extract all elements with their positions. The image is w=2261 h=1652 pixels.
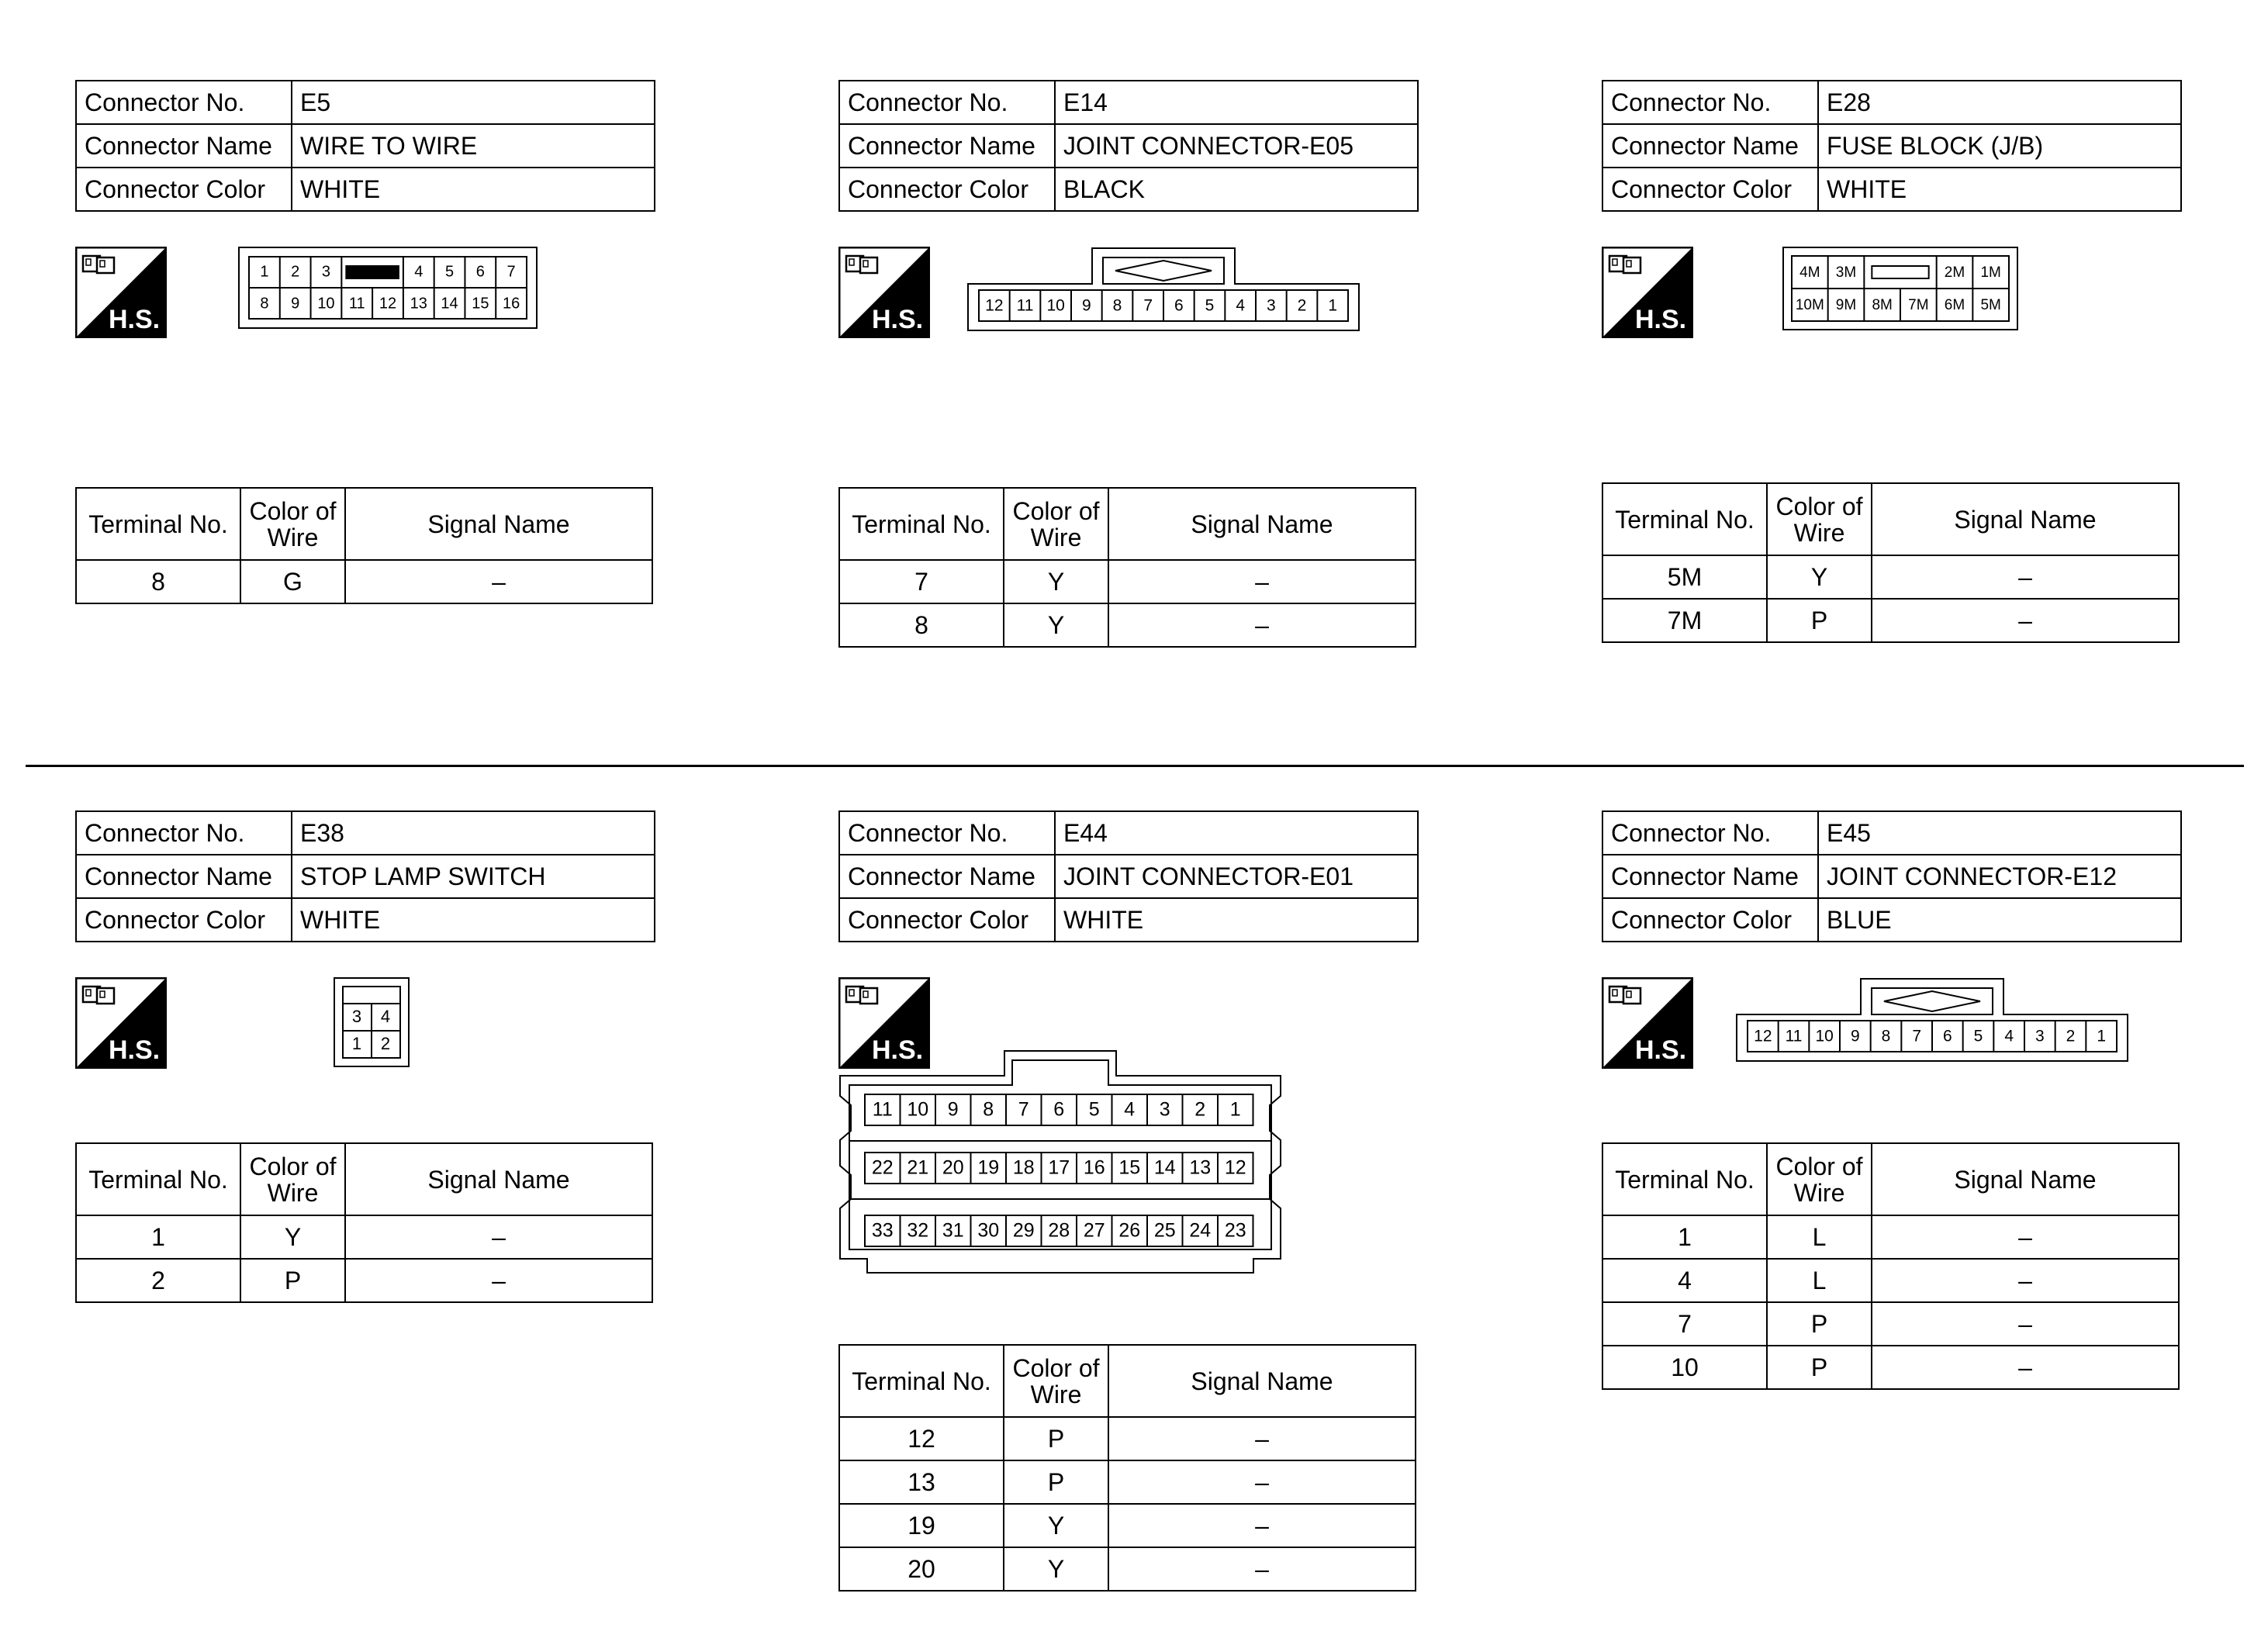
pin-label: 11 — [1016, 296, 1034, 315]
info-row-connector-name — [1602, 124, 2181, 168]
signal-name: – — [1872, 1215, 2179, 1259]
color-of-wire-header-line2: Wire — [267, 523, 319, 551]
connector-name-value: JOINT CONNECTOR-E12 — [1818, 855, 2181, 898]
color-of-wire-header — [1004, 488, 1108, 560]
table-row — [1602, 1346, 2179, 1389]
terminal-table — [1602, 1142, 2180, 1390]
pin-label: 9 — [947, 1098, 959, 1121]
color-of-wire-header-line2: Wire — [267, 1178, 319, 1207]
hs-badge-label: H.S. — [108, 1035, 161, 1065]
info-row-connector-number — [76, 811, 655, 855]
pin-label: 24 — [1189, 1219, 1212, 1242]
terminal-number: 7 — [839, 560, 1004, 603]
connector-name-value: WIRE TO WIRE — [292, 124, 655, 168]
info-row-connector-number — [839, 811, 1418, 855]
terminal-no-header: Terminal No. — [839, 488, 1004, 560]
connector-diagram — [1735, 977, 2129, 1066]
signal-name-header: Signal Name — [345, 488, 652, 560]
pin-label: 5 — [1973, 1027, 1983, 1045]
signal-name: – — [345, 1215, 652, 1259]
terminal-table — [75, 1142, 653, 1303]
connector-info-table — [1602, 80, 2182, 212]
connector-number-label: Connector No. — [76, 81, 292, 124]
connector-number-value: E44 — [1055, 811, 1418, 855]
terminal-number: 8 — [76, 560, 240, 603]
signal-name: – — [345, 560, 652, 603]
pin-label: 10 — [907, 1098, 929, 1121]
info-row-connector-color — [839, 898, 1418, 942]
color-of-wire-header — [240, 1143, 345, 1215]
wire-color: P — [1767, 1302, 1872, 1346]
color-of-wire-header-line2: Wire — [1793, 518, 1845, 547]
connector-number-value: E14 — [1055, 81, 1418, 124]
terminal-number: 1 — [76, 1215, 240, 1259]
hs-badge-label: H.S. — [871, 1035, 924, 1065]
pin-label: 15 — [1118, 1156, 1141, 1179]
pin-label: 20 — [942, 1156, 964, 1179]
section-divider — [26, 765, 2244, 767]
pin-label: 21 — [907, 1156, 929, 1179]
connector-block-e14 — [838, 80, 1428, 639]
terminal-no-header: Terminal No. — [839, 1345, 1004, 1417]
pin-label: 8 — [983, 1098, 994, 1121]
pin-label: 18 — [1012, 1156, 1035, 1179]
pin-label: 10 — [1046, 296, 1065, 315]
pin-label: 3 — [1159, 1098, 1170, 1121]
terminal-no-header: Terminal No. — [1602, 1143, 1767, 1215]
info-row-connector-color — [1602, 898, 2181, 942]
pin-label: 33 — [871, 1219, 894, 1242]
info-row-connector-color — [839, 168, 1418, 211]
connector-color-value: WHITE — [1055, 898, 1418, 942]
wire-color: Y — [1004, 603, 1108, 647]
color-of-wire-header-line1: Color of — [249, 496, 337, 525]
wire-color: G — [240, 560, 345, 603]
pin-label: 25 — [1153, 1219, 1176, 1242]
connector-number-label: Connector No. — [76, 811, 292, 855]
pin-label: 7 — [1143, 296, 1153, 315]
pin-label: 6 — [1942, 1027, 1952, 1045]
color-of-wire-header-line2: Wire — [1030, 523, 1082, 551]
pin-label: 17 — [1048, 1156, 1070, 1179]
connector-info-table — [838, 80, 1419, 212]
terminal-number: 1 — [1602, 1215, 1767, 1259]
wire-color: Y — [1004, 1504, 1108, 1547]
connector-info-table — [838, 810, 1419, 942]
pin-label: 1 — [260, 263, 269, 281]
signal-name: – — [1108, 603, 1416, 647]
info-row-connector-color — [1602, 168, 2181, 211]
pin-label: 4 — [380, 1006, 391, 1026]
signal-name: – — [1872, 1259, 2179, 1302]
table-row — [1602, 599, 2179, 642]
pin-label: 1 — [1328, 296, 1338, 315]
pin-label: 8 — [1112, 296, 1122, 315]
signal-name: – — [1108, 1504, 1416, 1547]
pin-label: 6 — [475, 263, 485, 281]
color-of-wire-header-line1: Color of — [249, 1152, 337, 1180]
pin-label: 10 — [317, 295, 335, 313]
pin-label: 1M — [1980, 264, 2001, 282]
connector-number-value: E45 — [1818, 811, 2181, 855]
pin-label: 10M — [1795, 297, 1824, 314]
connector-diagram — [966, 247, 1360, 336]
signal-name: – — [1108, 1460, 1416, 1504]
pin-label: 12 — [985, 296, 1004, 315]
pin-label: 2 — [2066, 1027, 2076, 1045]
color-of-wire-header-line1: Color of — [1775, 492, 1863, 520]
info-row-connector-color — [76, 168, 655, 211]
pin-label: 7 — [1018, 1098, 1029, 1121]
signal-name: – — [1872, 599, 2179, 642]
connector-face-diagram — [838, 1049, 1282, 1274]
pin-label: 8 — [1881, 1027, 1891, 1045]
pin-label: 4 — [1236, 296, 1246, 315]
connector-number-label: Connector No. — [839, 81, 1055, 124]
connector-info-table — [75, 810, 655, 942]
connector-face-diagram — [1782, 247, 2018, 330]
harness-side-icon — [1602, 977, 1693, 1069]
pin-label: 2 — [291, 263, 300, 281]
signal-name: – — [1108, 560, 1416, 603]
terminal-table-header — [1602, 1143, 2179, 1215]
connector-color-label: Connector Color — [1602, 898, 1818, 942]
connector-face-diagram — [966, 247, 1360, 332]
connector-block-e28 — [1602, 80, 2191, 634]
wire-color: Y — [1004, 560, 1108, 603]
harness-side-icon — [75, 247, 167, 338]
connector-name-label: Connector Name — [76, 124, 292, 168]
pin-label: 12 — [1754, 1027, 1772, 1045]
signal-name-header: Signal Name — [1872, 483, 2179, 555]
pin-label: 6M — [1944, 297, 1965, 314]
connector-diagram — [334, 977, 410, 1071]
pin-label: 19 — [977, 1156, 1000, 1179]
pin-label: 1 — [1229, 1098, 1241, 1121]
info-row-connector-name — [76, 855, 655, 898]
connector-name-value: JOINT CONNECTOR-E05 — [1055, 124, 1418, 168]
connector-color-value: BLACK — [1055, 168, 1418, 211]
connector-face-diagram — [238, 247, 538, 329]
pin-label: 6 — [1174, 296, 1184, 315]
color-of-wire-header-line1: Color of — [1012, 496, 1100, 525]
hs-badge-label: H.S. — [1634, 1035, 1687, 1065]
terminal-no-header: Terminal No. — [76, 488, 240, 560]
pin-label: 2 — [380, 1033, 391, 1053]
connector-name-label: Connector Name — [839, 124, 1055, 168]
connector-number-value: E38 — [292, 811, 655, 855]
pin-label: 7M — [1908, 297, 1929, 314]
terminal-number: 5M — [1602, 555, 1767, 599]
wire-color: Y — [1767, 555, 1872, 599]
pin-label: 11 — [1785, 1027, 1803, 1045]
pin-label: 2M — [1944, 264, 1965, 282]
terminal-number: 12 — [839, 1417, 1004, 1460]
wire-color: P — [1004, 1417, 1108, 1460]
table-row — [76, 560, 652, 603]
wire-color: L — [1767, 1259, 1872, 1302]
harness-side-icon — [1602, 247, 1693, 338]
table-row — [76, 1215, 652, 1259]
connector-block-e45 — [1602, 810, 2191, 1381]
connector-number-label: Connector No. — [1602, 81, 1818, 124]
terminal-table-header — [1602, 483, 2179, 555]
hs-badge-label: H.S. — [1634, 305, 1687, 334]
pin-label: 5M — [1980, 297, 2001, 314]
terminal-table-header — [839, 1345, 1416, 1417]
connector-name-label: Connector Name — [839, 855, 1055, 898]
terminal-table — [838, 1344, 1416, 1592]
pin-label: 4 — [1124, 1098, 1136, 1121]
terminal-table-header — [76, 488, 652, 560]
connector-block-e38 — [75, 810, 665, 1294]
connector-block-e44 — [838, 810, 1428, 1583]
connector-info-table — [1602, 810, 2182, 942]
color-of-wire-header-line1: Color of — [1775, 1152, 1863, 1180]
connector-name-value: FUSE BLOCK (J/B) — [1818, 124, 2181, 168]
pin-label: 8 — [260, 295, 269, 313]
connector-color-value: WHITE — [1818, 168, 2181, 211]
pin-label: 26 — [1118, 1219, 1141, 1242]
pin-label: 3 — [1266, 296, 1276, 315]
info-row-connector-number — [76, 81, 655, 124]
info-row-connector-number — [1602, 81, 2181, 124]
signal-name-header: Signal Name — [1108, 1345, 1416, 1417]
connector-face-diagram — [334, 977, 410, 1067]
pin-label: 2 — [1297, 296, 1307, 315]
pin-label: 5 — [1205, 296, 1215, 315]
terminal-number: 7 — [1602, 1302, 1767, 1346]
info-row-connector-name — [839, 855, 1418, 898]
connector-name-label: Connector Name — [76, 855, 292, 898]
table-row — [1602, 1215, 2179, 1259]
info-row-connector-name — [76, 124, 655, 168]
pin-label: 3 — [2035, 1027, 2045, 1045]
pin-label: 31 — [942, 1219, 964, 1242]
terminal-number: 7M — [1602, 599, 1767, 642]
connector-name-value: STOP LAMP SWITCH — [292, 855, 655, 898]
connector-color-value: WHITE — [292, 168, 655, 211]
terminal-no-header: Terminal No. — [76, 1143, 240, 1215]
connector-color-label: Connector Color — [839, 168, 1055, 211]
table-row — [839, 1417, 1416, 1460]
color-of-wire-header-line2: Wire — [1030, 1380, 1082, 1408]
connector-name-value: JOINT CONNECTOR-E01 — [1055, 855, 1418, 898]
pin-label: 5 — [444, 263, 455, 281]
terminal-number: 19 — [839, 1504, 1004, 1547]
connector-diagram — [838, 1049, 1282, 1278]
pin-label: 6 — [1053, 1098, 1065, 1121]
color-of-wire-header-line2: Wire — [1793, 1178, 1845, 1207]
terminal-number: 20 — [839, 1547, 1004, 1591]
hs-badge-label: H.S. — [108, 305, 161, 334]
connector-number-label: Connector No. — [839, 811, 1055, 855]
table-row — [1602, 1302, 2179, 1346]
pin-label: 3 — [351, 1006, 362, 1026]
connector-block-e5 — [75, 80, 665, 596]
harness-side-icon — [838, 247, 930, 338]
table-row — [839, 560, 1416, 603]
pin-label: 11 — [348, 295, 365, 313]
pin-label: 16 — [502, 295, 520, 313]
pin-label: 27 — [1083, 1219, 1105, 1242]
table-row — [76, 1259, 652, 1302]
terminal-number: 2 — [76, 1259, 240, 1302]
pin-label: 5 — [1088, 1098, 1100, 1121]
terminal-no-header: Terminal No. — [1602, 483, 1767, 555]
signal-name-header: Signal Name — [1108, 488, 1416, 560]
hs-badge-label: H.S. — [871, 305, 924, 334]
connector-color-value: WHITE — [292, 898, 655, 942]
pin-label: 14 — [1153, 1156, 1176, 1179]
pin-label: 7 — [506, 263, 516, 281]
pin-label: 29 — [1012, 1219, 1035, 1242]
signal-name: – — [345, 1259, 652, 1302]
table-row — [1602, 555, 2179, 599]
pin-label: 1 — [2097, 1027, 2107, 1045]
wire-color: P — [1004, 1460, 1108, 1504]
connector-face-diagram — [1735, 977, 2129, 1063]
harness-side-icon — [75, 977, 167, 1069]
pin-label: 12 — [1224, 1156, 1246, 1179]
terminal-number: 10 — [1602, 1346, 1767, 1389]
color-of-wire-header — [1004, 1345, 1108, 1417]
pin-label: 32 — [907, 1219, 929, 1242]
pin-label: 10 — [1815, 1027, 1834, 1045]
pin-label: 9M — [1835, 297, 1857, 314]
pin-label: 13 — [410, 295, 427, 313]
table-row — [839, 603, 1416, 647]
terminal-number: 8 — [839, 603, 1004, 647]
signal-name: – — [1872, 1346, 2179, 1389]
connector-diagram — [1782, 247, 2018, 334]
connector-color-label: Connector Color — [839, 898, 1055, 942]
pin-label: 8M — [1872, 297, 1893, 314]
pin-label: 4M — [1799, 264, 1820, 282]
pin-label: 14 — [441, 295, 458, 313]
color-of-wire-header — [240, 488, 345, 560]
signal-name-header: Signal Name — [1872, 1143, 2179, 1215]
connector-color-value: BLUE — [1818, 898, 2181, 942]
pin-label: 9 — [291, 295, 300, 313]
signal-name: – — [1872, 1302, 2179, 1346]
terminal-table — [838, 487, 1416, 648]
connector-number-label: Connector No. — [1602, 811, 1818, 855]
terminal-table-header — [76, 1143, 652, 1215]
terminal-table — [75, 487, 653, 604]
pin-label: 28 — [1048, 1219, 1070, 1242]
pin-label: 22 — [871, 1156, 894, 1179]
info-row-connector-color — [76, 898, 655, 942]
connector-name-label: Connector Name — [1602, 124, 1818, 168]
table-row — [839, 1504, 1416, 1547]
terminal-table-header — [839, 488, 1416, 560]
pin-label: 30 — [977, 1219, 1000, 1242]
info-row-connector-number — [1602, 811, 2181, 855]
pin-label: 11 — [872, 1098, 893, 1121]
pin-label: 9 — [1081, 296, 1091, 315]
signal-name-header: Signal Name — [345, 1143, 652, 1215]
pin-label: 9 — [1850, 1027, 1860, 1045]
pin-label: 1 — [351, 1033, 362, 1053]
info-row-connector-name — [1602, 855, 2181, 898]
connector-color-label: Connector Color — [1602, 168, 1818, 211]
info-row-connector-name — [839, 124, 1418, 168]
wire-color: P — [240, 1259, 345, 1302]
pin-label: 4 — [2004, 1027, 2014, 1045]
connector-color-label: Connector Color — [76, 898, 292, 942]
terminal-number: 4 — [1602, 1259, 1767, 1302]
pin-label: 13 — [1189, 1156, 1212, 1179]
terminal-number: 13 — [839, 1460, 1004, 1504]
connector-diagram — [238, 247, 538, 333]
table-row — [1602, 1259, 2179, 1302]
pin-label: 3M — [1835, 264, 1857, 282]
pin-label: 3 — [321, 263, 331, 281]
pin-label: 23 — [1224, 1219, 1246, 1242]
pin-label: 7 — [1912, 1027, 1922, 1045]
info-row-connector-number — [839, 81, 1418, 124]
connector-number-value: E28 — [1818, 81, 2181, 124]
pin-label: 15 — [472, 295, 489, 313]
wire-color: L — [1767, 1215, 1872, 1259]
key-mark — [345, 265, 399, 279]
color-of-wire-header-line1: Color of — [1012, 1353, 1100, 1382]
table-row — [839, 1460, 1416, 1504]
connector-info-table — [75, 80, 655, 212]
pin-label: 12 — [379, 295, 397, 313]
color-of-wire-header — [1767, 1143, 1872, 1215]
color-of-wire-header — [1767, 483, 1872, 555]
signal-name: – — [1108, 1417, 1416, 1460]
wire-color: Y — [1004, 1547, 1108, 1591]
table-row — [839, 1547, 1416, 1591]
pin-label: 4 — [414, 263, 424, 281]
connector-number-value: E5 — [292, 81, 655, 124]
connector-color-label: Connector Color — [76, 168, 292, 211]
wire-color: P — [1767, 1346, 1872, 1389]
connector-name-label: Connector Name — [1602, 855, 1818, 898]
pin-label: 16 — [1083, 1156, 1105, 1179]
signal-name: – — [1872, 555, 2179, 599]
terminal-table — [1602, 482, 2180, 643]
wire-color: P — [1767, 599, 1872, 642]
pin-label: 2 — [1194, 1098, 1206, 1121]
wire-color: Y — [240, 1215, 345, 1259]
signal-name: – — [1108, 1547, 1416, 1591]
